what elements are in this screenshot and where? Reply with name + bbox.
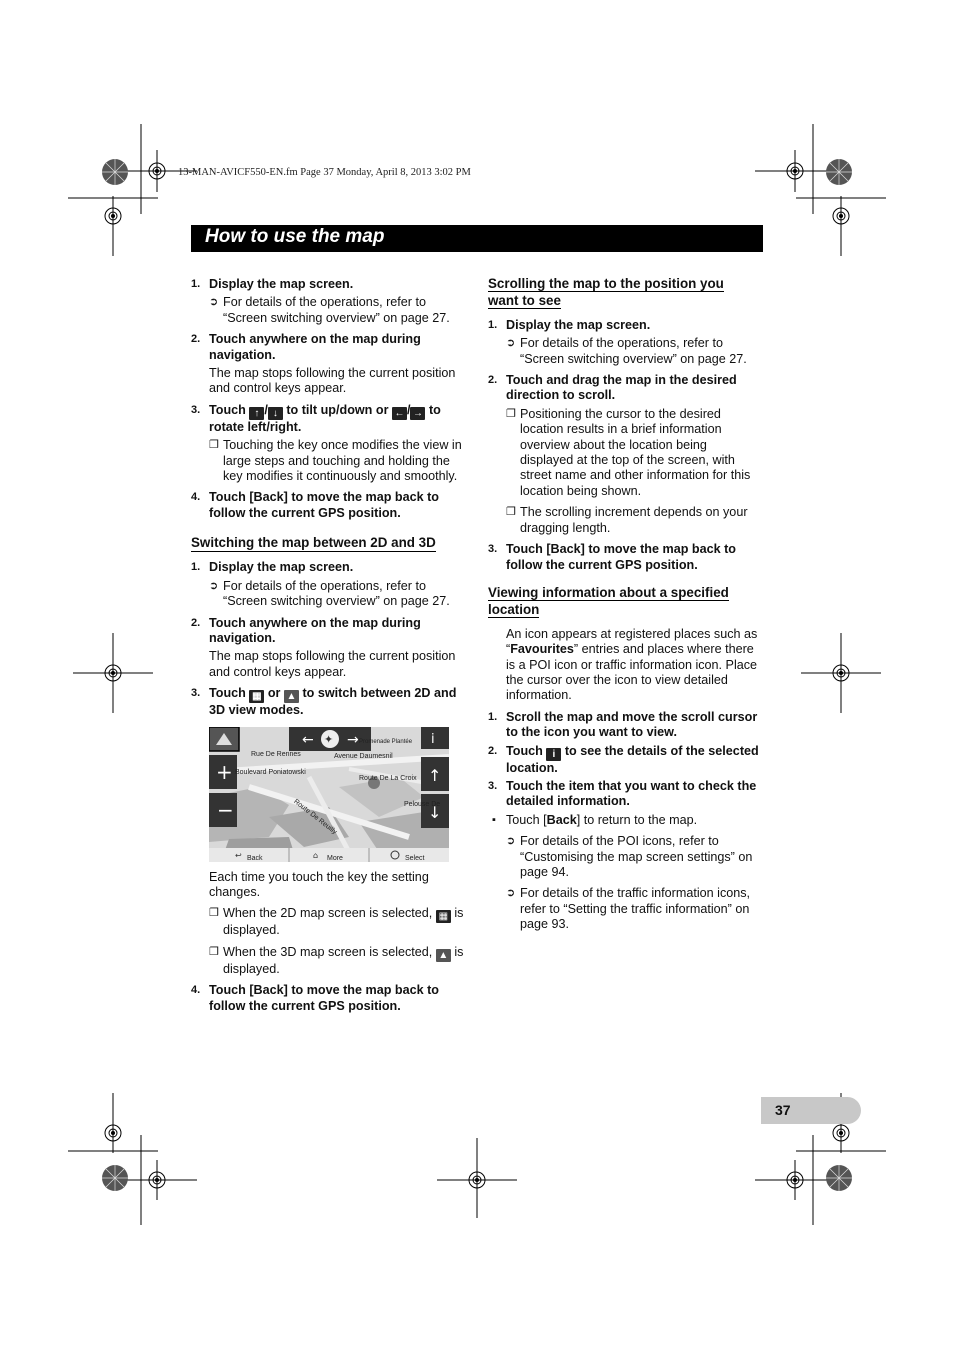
svg-text:−: − <box>217 797 234 822</box>
switch-step-1-note: ➲ For details of the operations, refer to “Screen switching overview” on page 27. <box>209 578 450 609</box>
rotate-left-icon: ← <box>392 407 407 420</box>
scroll-step-1-note: ➲ For details of the operations, refer to “Screen switching overview” on page 27. <box>506 336 747 366</box>
svg-text:✦: ✦ <box>324 732 334 746</box>
page-number-tab <box>761 1097 861 1124</box>
traffic-reference: ➲ For details of the traffic information icons, refer to “Setting the traffic information” on page 93. <box>506 886 751 932</box>
scroll-step-3: 3. Touch [Back] to move the map back to follow the current GPS position. <box>488 542 736 572</box>
note-3d: ❐ When the 3D map screen is selected, ▲ is displayed. <box>209 944 464 976</box>
svg-text:←: ← <box>302 731 314 748</box>
heading-scrolling: Scrolling the map to the position you want to see <box>488 276 724 309</box>
view-step-2: 2. Touch i to see the details of the selected location. <box>488 743 759 775</box>
right-column <box>488 275 763 939</box>
step-1-note: ➲ For details of the operations, refer to “Screen switching overview” on page 27. <box>209 295 450 325</box>
tilt-down-icon: ↓ <box>268 407 283 420</box>
svg-text:i: i <box>431 731 435 747</box>
svg-text:+: + <box>216 759 233 784</box>
section-banner <box>191 225 763 252</box>
view-step-1: 1. Scroll the map and move the scroll cursor to the icon you want to view. <box>488 709 758 740</box>
street-label: Route De Reuilly <box>292 797 338 836</box>
svg-text:⌂: ⌂ <box>313 850 319 860</box>
view-bullet: ▪ Touch [Back] to return to the map. <box>492 812 698 827</box>
street-label: Pelouse De <box>404 800 441 808</box>
svg-text:↑: ↑ <box>428 765 442 785</box>
scroll-step-2: 2. Touch and drag the map in the desired direction to scroll. <box>488 373 737 403</box>
heading-viewing-info: Viewing information about a specified location <box>488 584 729 618</box>
switch-step-1: 1. Display the map screen. <box>191 560 354 575</box>
map-screenshot-image <box>209 727 449 862</box>
note-2d: ❐ When the 2D map screen is selected, ▦ is displayed. <box>209 906 464 938</box>
step-4: 4. Touch [Back] to move the map back to follow the current GPS position. <box>191 490 439 520</box>
info-details-icon: i <box>546 748 561 761</box>
toggle-desc: Each time you touch the key the setting changes. <box>209 869 429 899</box>
step-3-note: ❐ Touching the key once modifies the view in large steps and touching and holding the key modifies it continuously and smoothly. <box>209 438 462 484</box>
file-slug: 13-MAN-AVICF550-EN.fm Page 37 Monday, April 8, 2013 3:02 PM <box>178 167 471 178</box>
rotate-right-icon: → <box>410 407 425 420</box>
back-button[interactable]: Back <box>247 854 263 862</box>
tilt-up-icon: ↑ <box>249 407 264 420</box>
svg-text:↩: ↩ <box>235 850 242 860</box>
scroll-step-2-note-1: ❐ Positioning the cursor to the desired location results in a brief information overview about the location being displayed at the top of the screen, with street name and other information for this location being shown. <box>506 406 751 498</box>
page-number: 37 <box>775 1102 791 1118</box>
section-title: How to use the map <box>205 226 385 247</box>
more-button[interactable]: More <box>327 854 343 862</box>
street-label: Promenade Plantée <box>359 738 413 745</box>
step-2-desc: The map stops following the current position and control keys appear. <box>209 366 456 396</box>
scroll-step-2-note-2: ❐ The scrolling increment depends on your dragging length. <box>506 505 748 535</box>
switch-step-2: 2. Touch anywhere on the map during navigation. <box>191 615 421 645</box>
switch-step-3: 3. Touch ▦ or ▲ to switch between 2D and 3D view modes. <box>191 686 457 718</box>
svg-text:↓: ↓ <box>428 802 442 822</box>
viewing-intro: An icon appears at registered places such as “Favourites” entries and places where there is a POI icon or traffic information icon. Place the cursor over the icon to view detailed information. <box>506 626 758 703</box>
map-3d-icon: ▲ <box>284 690 299 703</box>
switch-step-2-desc: The map stops following the current position and control keys appear. <box>209 649 456 679</box>
left-column <box>191 277 466 1017</box>
street-label: Rue De Rennes <box>251 750 301 758</box>
poi-reference: ➲ For details of the POI icons, refer to “Customising the map screen settings” on page 94. <box>506 834 753 879</box>
map-screenshot <box>209 727 449 862</box>
view-step-3: 3. Touch the item that you want to check the detailed information. <box>488 778 757 809</box>
map-3d-icon: ▲ <box>436 949 451 962</box>
street-label: Avenue Daumesnil <box>334 752 393 760</box>
map-2d-icon: ▦ <box>436 910 451 923</box>
step-1: 1. Display the map screen. <box>191 277 354 291</box>
select-button[interactable]: Select <box>405 854 425 862</box>
switch-step-4: 4. Touch [Back] to move the map back to follow the current GPS position. <box>191 983 439 1013</box>
step-3: 3. Touch ↑ / ↓ to tilt up/down or ← / → to rotate left/right. <box>191 402 441 434</box>
step-2: 2. Touch anywhere on the map during navigation. <box>191 332 421 362</box>
scroll-step-1: 1. Display the map screen. <box>488 317 651 332</box>
street-label: Route De La Croix <box>359 774 417 782</box>
heading-2d-3d: Switching the map between 2D and 3D <box>191 535 436 551</box>
svg-text:→: → <box>347 731 359 748</box>
street-label: Boulevard Poniatowski <box>235 768 306 776</box>
map-2d-icon: ▦ <box>249 690 264 703</box>
